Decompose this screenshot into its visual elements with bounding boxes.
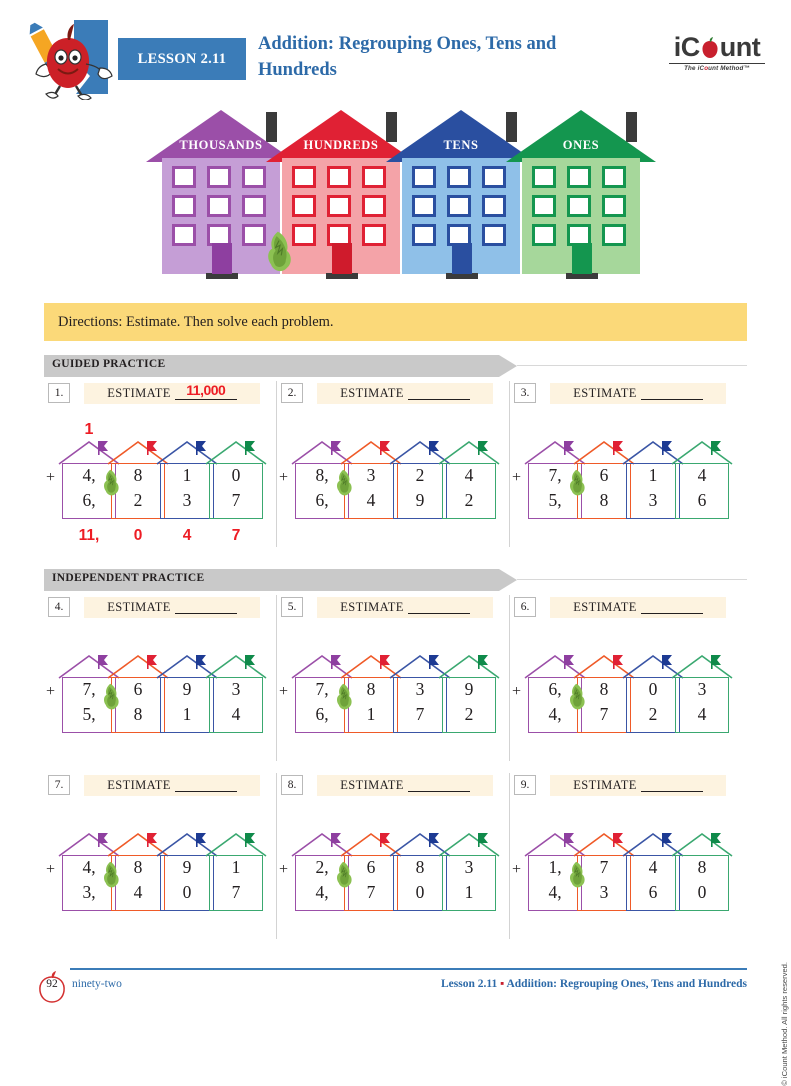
window-shape: [567, 195, 591, 217]
page-number-word: ninety-two: [72, 978, 122, 990]
problem-number: 6.: [514, 597, 536, 617]
problem-number: 7.: [48, 775, 70, 795]
footer-lesson-title: Addiition: Regrouping Ones, Tens and Hundreds: [506, 978, 747, 990]
addend-top-digit: 3: [231, 679, 241, 699]
problem-place-value-columns: [528, 637, 728, 755]
place-value-house-tens: [402, 102, 520, 297]
plus-sign: +: [46, 861, 56, 878]
roof-flag-icon: [711, 833, 722, 847]
estimate-field[interactable]: [550, 383, 726, 404]
column-roof-shape: [671, 441, 733, 465]
problem-8: [277, 769, 510, 947]
footer-lesson-reference: [441, 978, 747, 990]
addend-bottom-digit: 7: [415, 704, 425, 724]
window-shape: [327, 195, 351, 217]
problem-number: 5.: [281, 597, 303, 617]
addend-top-digit: 6,: [548, 679, 562, 699]
bush-icon: [333, 861, 355, 894]
addend-top-digit: 8: [133, 465, 143, 485]
addend-top-digit: 7: [599, 857, 609, 877]
addend-top-digit: 7,: [548, 465, 562, 485]
estimate-blank[interactable]: [641, 601, 703, 614]
footer-rule: [70, 968, 747, 970]
answer-digit: 4: [182, 527, 192, 544]
problem-place-value-columns: [528, 423, 728, 541]
banner-arrow-icon: [499, 569, 517, 591]
window-shape: [532, 166, 556, 188]
problem-place-value-columns: [295, 815, 495, 933]
addend-bottom-digit: 0: [182, 882, 192, 902]
roof-flag-icon: [245, 833, 256, 847]
addend-bottom-digit: 6: [648, 882, 658, 902]
window-grid: [292, 166, 390, 246]
column-roof-shape: [205, 441, 267, 465]
apple-o-icon: [700, 37, 720, 59]
addend-bottom-digit: 6,: [82, 490, 96, 510]
place-column-4: [675, 655, 729, 733]
window-shape: [567, 166, 591, 188]
addend-bottom-digit: 2: [133, 490, 143, 510]
estimate-label: ESTIMATE: [573, 386, 637, 400]
addend-bottom-digit: 1: [464, 882, 474, 902]
addend-bottom-digit: 3,: [82, 882, 96, 902]
copyright-notice: © iCount Method. All rights reserved.: [780, 962, 789, 1086]
estimate-label: ESTIMATE: [340, 386, 404, 400]
footer-lesson-number: Lesson 2.11: [441, 978, 498, 990]
window-shape: [602, 166, 626, 188]
addend-top-digit: 3: [464, 857, 474, 877]
addend-bottom-digit: 5,: [548, 490, 562, 510]
column-roof-shape: [438, 655, 500, 679]
addend-bottom-digit: 4: [231, 704, 241, 724]
addend-top-digit: 2,: [315, 857, 329, 877]
plus-sign: +: [279, 469, 289, 486]
estimate-field[interactable]: [317, 597, 493, 618]
problem-number: 8.: [281, 775, 303, 795]
answer-digit: 0: [133, 527, 143, 544]
addend-top-digit: 4,: [82, 465, 96, 485]
window-shape: [412, 195, 436, 217]
plus-sign: +: [512, 861, 522, 878]
problem-number: 3.: [514, 383, 536, 403]
logo-divider: [669, 63, 765, 64]
banner-tail-line: [517, 579, 747, 580]
estimate-label: ESTIMATE: [340, 600, 404, 614]
addend-top-digit: 3: [415, 679, 425, 699]
addend-top-digit: 6: [599, 465, 609, 485]
icount-logo: [665, 34, 769, 72]
estimate-blank[interactable]: [408, 387, 470, 400]
addend-top-digit: 8: [415, 857, 425, 877]
guided-practice-label: GUIDED PRACTICE: [52, 358, 166, 370]
guided-practice-row: [44, 377, 747, 555]
window-shape: [482, 224, 506, 246]
addend-bottom-digit: 4,: [315, 882, 329, 902]
bush-icon: [566, 683, 588, 716]
estimate-field[interactable]: [550, 597, 726, 618]
window-shape: [207, 195, 231, 217]
window-shape: [532, 224, 556, 246]
problem-place-value-columns: [62, 423, 262, 541]
window-grid: [172, 166, 270, 246]
plus-sign: +: [279, 861, 289, 878]
estimate-blank[interactable]: [641, 387, 703, 400]
addend-bottom-digit: 5,: [82, 704, 96, 724]
window-shape: [292, 195, 316, 217]
problem-2: [277, 377, 510, 555]
problem-place-value-columns: [62, 637, 262, 755]
window-shape: [172, 224, 196, 246]
addend-bottom-digit: 6,: [315, 704, 329, 724]
problem-place-value-columns: [62, 815, 262, 933]
plus-sign: +: [512, 683, 522, 700]
estimate-label: ESTIMATE: [340, 778, 404, 792]
bush-icon: [100, 469, 122, 502]
addend-bottom-digit: 0: [415, 882, 425, 902]
window-shape: [327, 166, 351, 188]
column-roof-shape: [205, 833, 267, 857]
problem-place-value-columns: [528, 815, 728, 933]
addend-top-digit: 3: [366, 465, 376, 485]
addend-bottom-digit: 4: [133, 882, 143, 902]
bush-icon: [566, 861, 588, 894]
place-value-house-hundreds: [282, 102, 400, 297]
estimate-field[interactable]: [84, 775, 260, 796]
problem-5: [277, 591, 510, 769]
roof-flag-icon: [478, 441, 489, 455]
addend-bottom-digit: 6,: [315, 490, 329, 510]
window-shape: [602, 224, 626, 246]
logo-tagline-pre: The iC: [684, 65, 705, 72]
plus-sign: +: [46, 469, 56, 486]
window-shape: [447, 195, 471, 217]
estimate-field[interactable]: [550, 775, 726, 796]
regroup-carry-digit: 1: [84, 421, 94, 438]
place-column-4: [442, 441, 496, 519]
place-value-label: THOUSANDS: [179, 138, 263, 152]
place-column-4: [675, 441, 729, 519]
problem-6: [510, 591, 743, 769]
column-roof-shape: [671, 655, 733, 679]
window-shape: [482, 166, 506, 188]
estimate-blank[interactable]: [641, 779, 703, 792]
addend-bottom-digit: 4,: [548, 882, 562, 902]
addend-bottom-digit: 8: [133, 704, 143, 724]
answer-row: [62, 527, 262, 547]
estimate-label: ESTIMATE: [107, 386, 171, 400]
addend-bottom-digit: 4,: [548, 704, 562, 724]
window-shape: [362, 166, 386, 188]
page-number: 92: [46, 978, 58, 990]
estimate-blank[interactable]: [175, 779, 237, 792]
addend-top-digit: 4: [697, 465, 707, 485]
roof-flag-icon: [478, 655, 489, 669]
bush-icon: [333, 683, 355, 716]
problem-9: [510, 769, 743, 947]
window-shape: [172, 195, 196, 217]
addend-top-digit: 1: [648, 465, 658, 485]
window-shape: [207, 166, 231, 188]
addend-top-digit: 2: [415, 465, 425, 485]
addend-bottom-digit: 2: [464, 704, 474, 724]
addend-top-digit: 0: [231, 465, 241, 485]
roof-flag-icon: [711, 441, 722, 455]
estimate-blank[interactable]: [408, 779, 470, 792]
door-shape: [332, 243, 352, 274]
problem-place-value-columns: [295, 423, 495, 541]
page-header: [0, 0, 791, 100]
estimate-field[interactable]: [317, 775, 493, 796]
roof-flag-icon: [245, 655, 256, 669]
addend-bottom-digit: 7: [231, 490, 241, 510]
roof-shape: [506, 110, 656, 162]
window-shape: [482, 195, 506, 217]
guided-practice-banner: [44, 355, 747, 377]
addend-top-digit: 8: [697, 857, 707, 877]
banner-tail-line: [517, 365, 747, 366]
window-shape: [362, 195, 386, 217]
column-roof-shape: [671, 833, 733, 857]
estimate-label: ESTIMATE: [573, 600, 637, 614]
addend-bottom-digit: 8: [599, 490, 609, 510]
addend-top-digit: 1: [182, 465, 192, 485]
apple-mascot-icon: [16, 16, 120, 100]
page-title: Addition: Regrouping Ones, Tens and Hundreds: [258, 34, 557, 80]
window-shape: [292, 166, 316, 188]
place-column-4: [209, 655, 263, 733]
addend-bottom-digit: 9: [415, 490, 425, 510]
column-roof-shape: [438, 441, 500, 465]
window-grid: [412, 166, 510, 246]
place-value-label: HUNDREDS: [303, 138, 379, 152]
addend-bottom-digit: 1: [182, 704, 192, 724]
addend-bottom-digit: 0: [697, 882, 707, 902]
problem-4: [44, 591, 277, 769]
addend-bottom-digit: 4: [697, 704, 707, 724]
problem-7: [44, 769, 277, 947]
estimate-field[interactable]: [84, 597, 260, 618]
plus-sign: +: [279, 683, 289, 700]
problem-number: 1.: [48, 383, 70, 403]
logo-tagline-post: unt Method: [708, 65, 744, 72]
window-shape: [532, 195, 556, 217]
addend-top-digit: 6: [133, 679, 143, 699]
column-roof-shape: [438, 833, 500, 857]
addend-bottom-digit: 3: [648, 490, 658, 510]
bush-icon: [100, 683, 122, 716]
addend-bottom-digit: 4: [366, 490, 376, 510]
addend-top-digit: 4: [648, 857, 658, 877]
estimate-blank[interactable]: [175, 382, 237, 400]
addend-top-digit: 1: [231, 857, 241, 877]
addend-top-digit: 9: [182, 857, 192, 877]
estimate-label: ESTIMATE: [107, 778, 171, 792]
place-value-house-ones: [522, 102, 640, 297]
problem-place-value-columns: [295, 637, 495, 755]
logo-tagline: [665, 65, 769, 72]
addend-top-digit: 9: [464, 679, 474, 699]
addend-bottom-digit: 3: [599, 882, 609, 902]
answer-digit: 11,: [78, 527, 100, 544]
addend-bottom-digit: 3: [182, 490, 192, 510]
addend-bottom-digit: 2: [648, 704, 658, 724]
addend-top-digit: 3: [697, 679, 707, 699]
bush-icon: [100, 861, 122, 894]
independent-practice-banner: [44, 569, 747, 591]
place-value-label: ONES: [562, 138, 600, 152]
problem-number: 2.: [281, 383, 303, 403]
addend-top-digit: 7,: [82, 679, 96, 699]
window-shape: [602, 195, 626, 217]
addend-top-digit: 0: [648, 679, 658, 699]
estimate-blank[interactable]: [408, 601, 470, 614]
addend-bottom-digit: 7: [599, 704, 609, 724]
problem-1: [44, 377, 277, 555]
addend-bottom-digit: 7: [231, 882, 241, 902]
estimate-label: ESTIMATE: [107, 600, 171, 614]
addend-bottom-digit: 6: [697, 490, 707, 510]
window-shape: [447, 166, 471, 188]
logo-text-pre: iC: [673, 32, 700, 62]
problem-3: [510, 377, 743, 555]
estimate-field[interactable]: [84, 383, 260, 404]
problem-number: 9.: [514, 775, 536, 795]
door-shape: [212, 243, 232, 274]
place-column-4: [442, 655, 496, 733]
plus-sign: +: [46, 683, 56, 700]
addend-bottom-digit: 2: [464, 490, 474, 510]
addend-top-digit: 8,: [315, 465, 329, 485]
addend-top-digit: 9: [182, 679, 192, 699]
addend-top-digit: 1,: [548, 857, 562, 877]
addend-top-digit: 7,: [315, 679, 329, 699]
problem-number: 4.: [48, 597, 70, 617]
bush-icon: [566, 469, 588, 502]
banner-arrow-icon: [499, 355, 517, 377]
addend-top-digit: 8: [366, 679, 376, 699]
logo-wordmark: [674, 34, 760, 61]
logo-text-post: unt: [719, 32, 761, 62]
answer-digit: 7: [231, 527, 241, 544]
estimate-field[interactable]: [317, 383, 493, 404]
estimate-blank[interactable]: [175, 601, 237, 614]
addend-top-digit: 4: [464, 465, 474, 485]
door-shape: [452, 243, 472, 274]
roof-flag-icon: [711, 655, 722, 669]
window-shape: [242, 195, 266, 217]
window-grid: [532, 166, 630, 246]
addend-top-digit: 8: [599, 679, 609, 699]
addend-top-digit: 8: [133, 857, 143, 877]
place-column-4: [209, 833, 263, 911]
footer-separator-icon: ▪: [500, 978, 505, 990]
place-column-4: [209, 441, 263, 519]
roof-flag-icon: [245, 441, 256, 455]
addend-bottom-digit: 7: [366, 882, 376, 902]
plus-sign: +: [512, 469, 522, 486]
page-footer: [0, 956, 791, 1086]
independent-practice-row-2: [44, 769, 747, 947]
window-shape: [242, 166, 266, 188]
addend-bottom-digit: 1: [366, 704, 376, 724]
independent-practice-row-1: [44, 591, 747, 769]
directions-bar: Directions: Estimate. Then solve each problem.: [44, 303, 747, 341]
addend-top-digit: 6: [366, 857, 376, 877]
estimate-label: ESTIMATE: [573, 778, 637, 792]
window-shape: [362, 224, 386, 246]
place-value-houses-illustration: [0, 102, 791, 297]
lesson-badge: LESSON 2.11: [118, 38, 246, 80]
logo-tagline-o: o: [704, 65, 709, 72]
addend-top-digit: 4,: [82, 857, 96, 877]
roof-flag-icon: [478, 833, 489, 847]
column-roof-shape: [205, 655, 267, 679]
door-shape: [572, 243, 592, 274]
estimate-answer: 11,000: [186, 382, 226, 398]
bush-icon: [333, 469, 355, 502]
place-column-4: [442, 833, 496, 911]
bush-icon: [262, 230, 296, 279]
place-value-label: TENS: [443, 138, 479, 152]
window-shape: [412, 166, 436, 188]
window-shape: [412, 224, 436, 246]
independent-practice-label: INDEPENDENT PRACTICE: [52, 572, 205, 584]
place-column-4: [675, 833, 729, 911]
logo-trademark: ™: [743, 65, 750, 72]
window-shape: [172, 166, 196, 188]
